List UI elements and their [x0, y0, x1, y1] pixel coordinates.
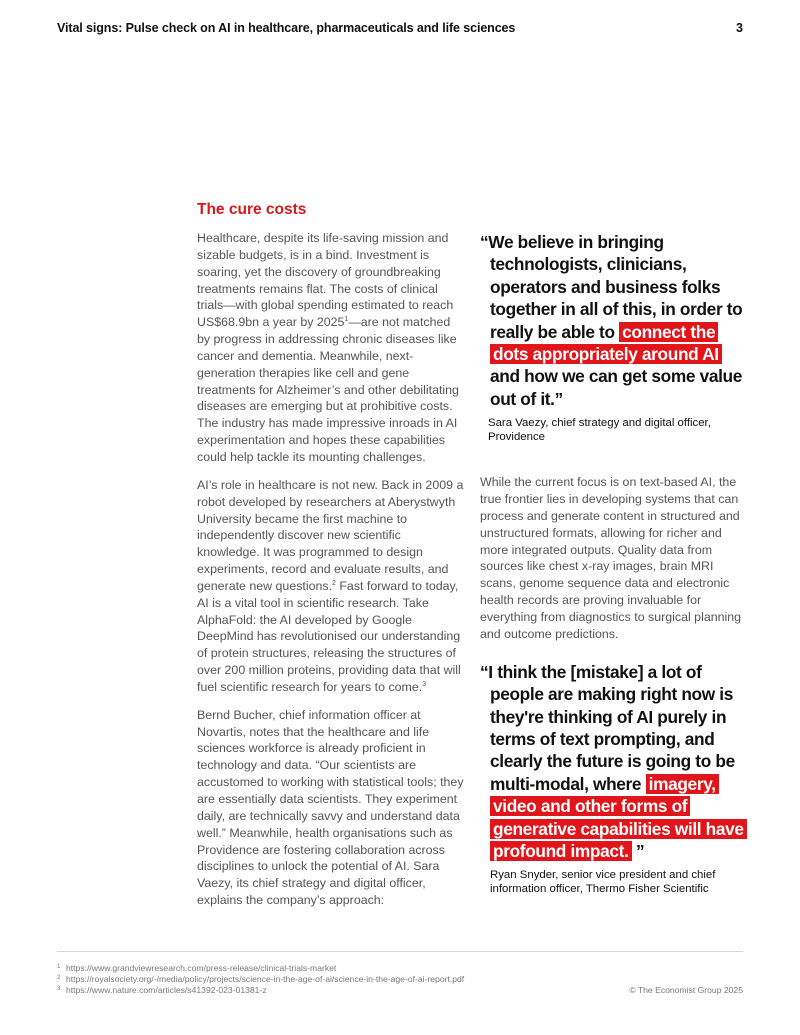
quote-highlight-1: connect the dots appropriately around AI	[490, 322, 722, 364]
quote-highlight-2: imagery, video and other forms of generative capabilities will have profound impact.	[490, 774, 747, 861]
footer-divider	[57, 951, 743, 952]
body-paragraph-1: Healthcare, despite its life-saving mission and sizable budgets, is in a bind. Investment is soaring, yet the discovery of groundbreaking treatments remains flat. The costs of clinical trials—with global spending estimated to reach US$68.9bn a year by 2025$^1$—are not matched by progress in addressing chronic diseases like cancer and dementia. Meanwhile, next-generation therapies like cell and gene treatments for Alzheimer’s and other debilitating diseases are emerging but at prohibitive costs. The industry has made impressive inroads in AI experimentation and hopes these capabilities could help tackle its mounting challenges.	[197, 231, 459, 464]
footnotes	[57, 963, 464, 996]
section-heading: The cure costs	[197, 201, 307, 218]
footnote-ref-3[interactable]: 3	[422, 680, 427, 688]
quote-attribution-1: Sara Vaezy, chief strategy and digital officer, Providence	[488, 417, 711, 443]
footnote-ref-1[interactable]: 1	[344, 316, 349, 324]
page-number: 3	[736, 21, 743, 35]
pull-quote-1: “We believe in bringing technologists, clinicians, operators and business folks together in all of this, in order to really be able to connect the dots appropriately around AI and how we can get some value out of it.”	[480, 232, 743, 409]
running-header-title: Vital signs: Pulse check on AI in healthcare, pharmaceuticals and life sciences	[57, 21, 516, 35]
body-column	[197, 230, 464, 920]
footnote-item: 1 https://www.grandviewresearch.com/press-release/clinical-trials-market	[57, 963, 337, 973]
pull-quote-2: “I think the [mistake] a lot of people are making right now is they're thinking of AI purely in terms of text prompting, and clearly the future is going to be multi-modal, where imagery, video and other forms of generative capabilities will have profound impact. ”	[480, 661, 745, 863]
body-paragraph-right: While the current focus is on text-based AI, the true frontier lies in developing systems that can process and generate content in structured and unstructured formats, allowing for richer and more integrated outputs. Quality data from sources like chest x-ray images, brain MRI scans, genome sequence data and electronic health records are proving invaluable for everything from diagnostics to surgical planning and outcome predictions.	[480, 475, 742, 641]
footnote-item: 3 https://www.nature.com/articles/s41392-023-01381-z	[57, 985, 267, 995]
footnote-link[interactable]: https://royalsociety.org/-/media/policy/projects/science-in-the-age-of-ai/science-in-the-age-of-ai-report.pdf	[66, 974, 465, 984]
quote-attribution-2: Ryan Snyder, senior vice president and chief information officer, Thermo Fisher Scientific	[490, 869, 716, 895]
body-paragraph-2: AI’s role in healthcare is not new. Back in 2009 a robot developed by researchers at Aberystwyth University became the first machine to independently discover new scientific knowledge. It was programmed to design experiments, record and evaluate results, and generate new questions.$^2$ Fast forward to today, AI is a vital tool in scientific research. Take AlphaFold: the AI developed by Google DeepMind has revolutionised our understanding of protein structures, releasing the structures of over 200 million proteins, providing data that will fuel scientific research for years to come.$^3$	[197, 477, 464, 694]
footnote-item: 2 https://royalsociety.org/-/media/policy/projects/science-in-the-age-of-ai/science-in-the-age-of-ai-report.pdf	[57, 974, 465, 984]
footnote-link[interactable]: https://www.grandviewresearch.com/press-release/clinical-trials-market	[66, 963, 337, 973]
body-paragraph-3: Bernd Bucher, chief information officer at Novartis, notes that the healthcare and life sciences workforce is already proficient in technology and data. “Our scientists are accustomed to working with statistical tools; they are essentially data scientists. They experiment daily, are technically savvy and understand data well.” Meanwhile, health organisations such as Providence are fostering collaboration across disciplines to unlock the potential of AI. Sara Vaezy, its chief strategy and digital officer, explains the company’s approach:	[197, 707, 464, 908]
footnote-ref-2[interactable]: 2	[332, 579, 336, 587]
footnote-link[interactable]: https://www.nature.com/articles/s41392-023-01381-z	[66, 985, 267, 995]
copyright-notice: © The Economist Group 2025	[629, 985, 743, 995]
right-column	[480, 231, 745, 896]
